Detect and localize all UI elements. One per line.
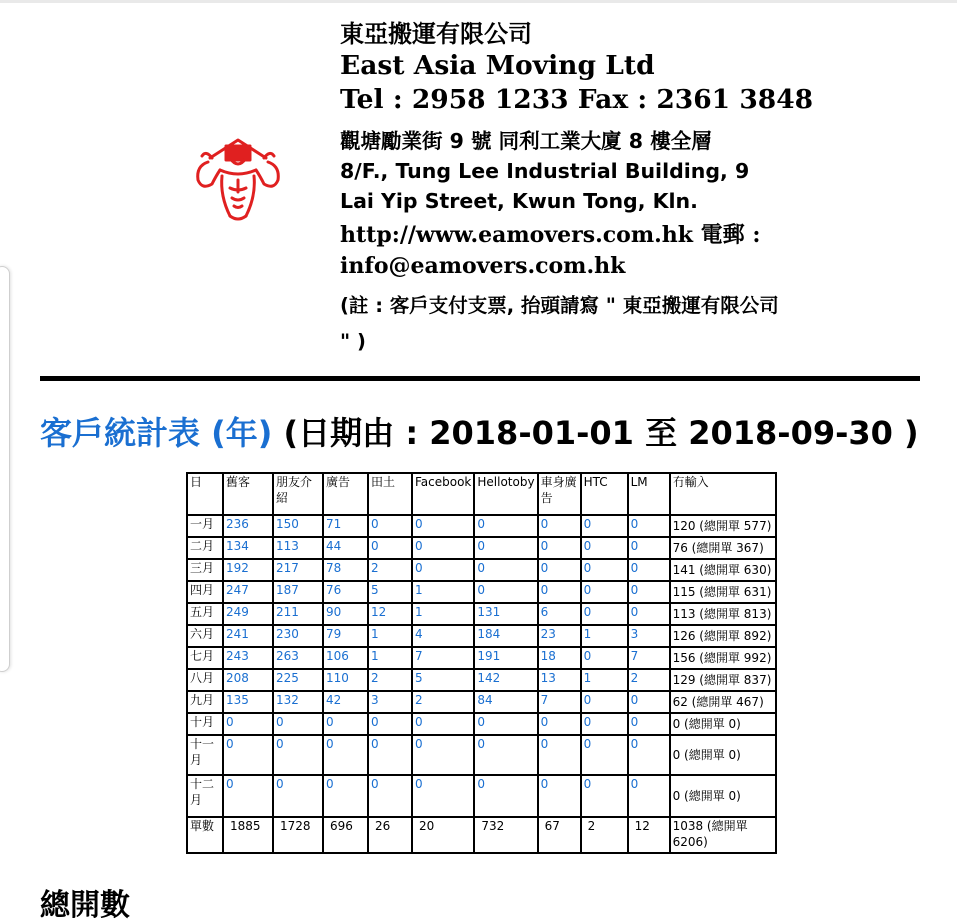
count-link[interactable]: 0 xyxy=(581,537,628,559)
no-input-cell: 0 (總開單 0) xyxy=(670,775,776,817)
count-link[interactable]: 0 xyxy=(368,775,412,817)
count-link[interactable]: 134 xyxy=(223,537,273,559)
column-header: Hellotoby xyxy=(474,473,537,515)
no-input-cell: 0 (總開單 0) xyxy=(670,735,776,775)
count-link[interactable]: 211 xyxy=(273,603,323,625)
table-row xyxy=(187,537,776,559)
count-link[interactable]: 4 xyxy=(412,625,474,647)
count-link[interactable]: 0 xyxy=(474,537,537,559)
count-link[interactable]: 0 xyxy=(628,581,670,603)
month-cell: 九月 xyxy=(187,691,223,713)
customer-stats-table xyxy=(186,472,777,854)
count-link[interactable]: 191 xyxy=(474,647,537,669)
table-row xyxy=(187,713,776,735)
count-link[interactable]: 23 xyxy=(538,625,581,647)
table-row xyxy=(187,559,776,581)
count-link[interactable]: 0 xyxy=(628,735,670,775)
table-row xyxy=(187,775,776,817)
count-link[interactable]: 0 xyxy=(538,537,581,559)
phone-fax: Tel : 2958 1233 Fax : 2361 3848 xyxy=(340,84,814,115)
count-link[interactable]: 192 xyxy=(223,559,273,581)
count-link[interactable]: 0 xyxy=(412,713,474,735)
count-link[interactable]: 7 xyxy=(628,647,670,669)
total-label: 單數 xyxy=(187,817,223,853)
count-link[interactable]: 1 xyxy=(581,669,628,691)
count-link[interactable]: 0 xyxy=(538,713,581,735)
count-link[interactable]: 263 xyxy=(273,647,323,669)
count-link[interactable]: 0 xyxy=(628,691,670,713)
no-input-cell: 141 (總開單 630) xyxy=(670,559,776,581)
column-header: 車身廣告 xyxy=(538,473,581,515)
count-link[interactable]: 184 xyxy=(474,625,537,647)
count-link[interactable]: 0 xyxy=(273,735,323,775)
count-link[interactable]: 187 xyxy=(273,581,323,603)
count-link[interactable]: 135 xyxy=(223,691,273,713)
count-link[interactable]: 0 xyxy=(223,713,273,735)
count-link[interactable]: 79 xyxy=(323,625,368,647)
count-link[interactable]: 241 xyxy=(223,625,273,647)
no-input-cell: 156 (總開單 992) xyxy=(670,647,776,669)
count-link[interactable]: 0 xyxy=(581,603,628,625)
count-link[interactable]: 106 xyxy=(323,647,368,669)
no-input-cell: 76 (總開單 367) xyxy=(670,537,776,559)
count-link[interactable]: 1 xyxy=(412,581,474,603)
table-row xyxy=(187,515,776,537)
count-link[interactable]: 0 xyxy=(474,775,537,817)
no-input-cell: 113 (總開單 813) xyxy=(670,603,776,625)
table-body xyxy=(187,515,776,853)
column-header: LM xyxy=(628,473,670,515)
count-link[interactable]: 71 xyxy=(323,515,368,537)
report-title-link[interactable]: 客戶統計表 (年) xyxy=(40,414,273,452)
count-link[interactable]: 0 xyxy=(368,537,412,559)
month-cell: 三月 xyxy=(187,559,223,581)
count-link[interactable]: 90 xyxy=(323,603,368,625)
count-link[interactable]: 0 xyxy=(628,603,670,625)
no-input-cell: 0 (總開單 0) xyxy=(670,713,776,735)
count-link[interactable]: 0 xyxy=(628,559,670,581)
side-drawer-handle[interactable] xyxy=(0,266,10,672)
section-heading-partial: 總開數 xyxy=(40,888,130,923)
count-link[interactable]: 13 xyxy=(538,669,581,691)
count-link[interactable]: 0 xyxy=(323,713,368,735)
count-link[interactable]: 5 xyxy=(368,581,412,603)
count-link[interactable]: 7 xyxy=(412,647,474,669)
total-cell: 696 xyxy=(323,817,368,853)
count-link[interactable]: 2 xyxy=(368,559,412,581)
count-link[interactable]: 113 xyxy=(273,537,323,559)
count-link[interactable]: 2 xyxy=(628,669,670,691)
total-cell: 67 xyxy=(538,817,581,853)
count-link[interactable]: 6 xyxy=(538,603,581,625)
count-link[interactable]: 230 xyxy=(273,625,323,647)
count-link[interactable]: 0 xyxy=(581,691,628,713)
month-cell: 八月 xyxy=(187,669,223,691)
month-cell: 二月 xyxy=(187,537,223,559)
count-link[interactable]: 217 xyxy=(273,559,323,581)
count-link[interactable]: 18 xyxy=(538,647,581,669)
count-link[interactable]: 0 xyxy=(474,581,537,603)
table-header-row xyxy=(187,473,776,515)
total-cell: 2 xyxy=(581,817,628,853)
month-cell: 一月 xyxy=(187,515,223,537)
count-link[interactable]: 1 xyxy=(368,625,412,647)
month-cell: 五月 xyxy=(187,603,223,625)
count-link[interactable]: 12 xyxy=(368,603,412,625)
count-link[interactable]: 0 xyxy=(538,581,581,603)
total-cell: 1885 xyxy=(223,817,273,853)
no-input-cell: 126 (總開單 892) xyxy=(670,625,776,647)
column-header: 朋友介紹 xyxy=(273,473,323,515)
column-header: 舊客 xyxy=(223,473,273,515)
count-link[interactable]: 132 xyxy=(273,691,323,713)
count-link[interactable]: 0 xyxy=(474,559,537,581)
count-link[interactable]: 0 xyxy=(581,647,628,669)
count-link[interactable]: 0 xyxy=(412,537,474,559)
count-link[interactable]: 208 xyxy=(223,669,273,691)
count-link[interactable]: 131 xyxy=(474,603,537,625)
count-link[interactable]: 0 xyxy=(628,775,670,817)
count-link[interactable]: 243 xyxy=(223,647,273,669)
table-row xyxy=(187,647,776,669)
company-name-zh: 東亞搬運有限公司 xyxy=(340,20,532,48)
no-input-cell: 129 (總開單 837) xyxy=(670,669,776,691)
count-link[interactable]: 0 xyxy=(368,735,412,775)
total-cell: 732 xyxy=(474,817,537,853)
count-link[interactable]: 5 xyxy=(412,669,474,691)
count-link[interactable]: 0 xyxy=(628,515,670,537)
count-link[interactable]: 0 xyxy=(581,735,628,775)
address-zh: 觀塘勵業街 9 號 同利工業大廈 8 樓全層 xyxy=(340,129,712,153)
count-link[interactable]: 236 xyxy=(223,515,273,537)
count-link[interactable]: 0 xyxy=(581,581,628,603)
month-cell: 十一月 xyxy=(187,735,223,775)
count-link[interactable]: 3 xyxy=(368,691,412,713)
count-link[interactable]: 0 xyxy=(474,515,537,537)
count-link[interactable]: 0 xyxy=(368,515,412,537)
count-link[interactable]: 0 xyxy=(538,775,581,817)
header-divider xyxy=(40,376,920,381)
table-row xyxy=(187,669,776,691)
payment-note: (註 : 客戶支付支票, 抬頭請寫 " 東亞搬運有限公司 " ) xyxy=(340,294,779,353)
count-link[interactable]: 0 xyxy=(412,775,474,817)
count-link[interactable]: 0 xyxy=(474,713,537,735)
month-cell: 四月 xyxy=(187,581,223,603)
count-link[interactable]: 0 xyxy=(581,515,628,537)
count-link[interactable]: 7 xyxy=(538,691,581,713)
count-link[interactable]: 0 xyxy=(273,775,323,817)
count-link[interactable]: 0 xyxy=(223,735,273,775)
count-link[interactable]: 249 xyxy=(223,603,273,625)
report-title xyxy=(40,408,919,454)
month-cell: 十月 xyxy=(187,713,223,735)
count-link[interactable]: 0 xyxy=(581,559,628,581)
count-link[interactable]: 2 xyxy=(412,691,474,713)
column-header: 田土 xyxy=(368,473,412,515)
month-cell: 七月 xyxy=(187,647,223,669)
count-link[interactable]: 0 xyxy=(323,735,368,775)
count-link[interactable]: 1 xyxy=(412,603,474,625)
month-cell: 十二月 xyxy=(187,775,223,817)
column-header: 廣告 xyxy=(323,473,368,515)
count-link[interactable]: 0 xyxy=(368,713,412,735)
column-header: Facebook xyxy=(412,473,474,515)
count-link[interactable]: 0 xyxy=(628,713,670,735)
count-link[interactable]: 150 xyxy=(273,515,323,537)
count-link[interactable]: 0 xyxy=(474,735,537,775)
total-no-input: 1038 (總開單 6206) xyxy=(670,817,776,853)
count-link[interactable]: 225 xyxy=(273,669,323,691)
total-cell: 1728 xyxy=(273,817,323,853)
column-header: HTC xyxy=(581,473,628,515)
count-link[interactable]: 0 xyxy=(323,775,368,817)
total-cell: 26 xyxy=(368,817,412,853)
count-link[interactable]: 0 xyxy=(628,537,670,559)
count-link[interactable]: 1 xyxy=(581,625,628,647)
report-date-range: (日期由 : 2018-01-01 至 2018-09-30 ) xyxy=(272,414,919,452)
table-row xyxy=(187,691,776,713)
count-link[interactable]: 84 xyxy=(474,691,537,713)
count-link[interactable]: 0 xyxy=(538,735,581,775)
count-link[interactable]: 247 xyxy=(223,581,273,603)
column-header: 冇輸入 xyxy=(670,473,776,515)
count-link[interactable]: 78 xyxy=(323,559,368,581)
count-link[interactable]: 0 xyxy=(223,775,273,817)
website-email[interactable]: http://www.eamovers.com.hk 電郵 : info@eamovers.com.hk xyxy=(340,222,761,279)
count-link[interactable]: 3 xyxy=(628,625,670,647)
month-cell: 六月 xyxy=(187,625,223,647)
table-row xyxy=(187,603,776,625)
count-link[interactable]: 142 xyxy=(474,669,537,691)
table-row xyxy=(187,735,776,775)
count-link[interactable]: 1 xyxy=(368,647,412,669)
count-link[interactable]: 0 xyxy=(273,713,323,735)
total-cell: 20 xyxy=(412,817,474,853)
count-link[interactable]: 0 xyxy=(412,515,474,537)
count-link[interactable]: 44 xyxy=(323,537,368,559)
total-row xyxy=(187,817,776,853)
no-input-cell: 115 (總開單 631) xyxy=(670,581,776,603)
no-input-cell: 62 (總開單 467) xyxy=(670,691,776,713)
no-input-cell: 120 (總開單 577) xyxy=(670,515,776,537)
count-link[interactable]: 110 xyxy=(323,669,368,691)
column-header: 日 xyxy=(187,473,223,515)
table-row xyxy=(187,625,776,647)
count-link[interactable]: 0 xyxy=(412,735,474,775)
count-link[interactable]: 0 xyxy=(538,559,581,581)
address-en: 8/F., Tung Lee Industrial Building, 9 Lai Yip Street, Kwun Tong, Kln. xyxy=(340,159,750,213)
count-link[interactable]: 0 xyxy=(538,515,581,537)
count-link[interactable]: 42 xyxy=(323,691,368,713)
top-edge xyxy=(0,0,957,3)
total-cell: 12 xyxy=(628,817,670,853)
count-link[interactable]: 0 xyxy=(581,775,628,817)
company-name-en: East Asia Moving Ltd xyxy=(340,50,655,81)
count-link[interactable]: 0 xyxy=(412,559,474,581)
count-link[interactable]: 76 xyxy=(323,581,368,603)
count-link[interactable]: 0 xyxy=(581,713,628,735)
count-link[interactable]: 2 xyxy=(368,669,412,691)
table-row xyxy=(187,581,776,603)
strongman-house-logo-icon xyxy=(190,136,286,228)
